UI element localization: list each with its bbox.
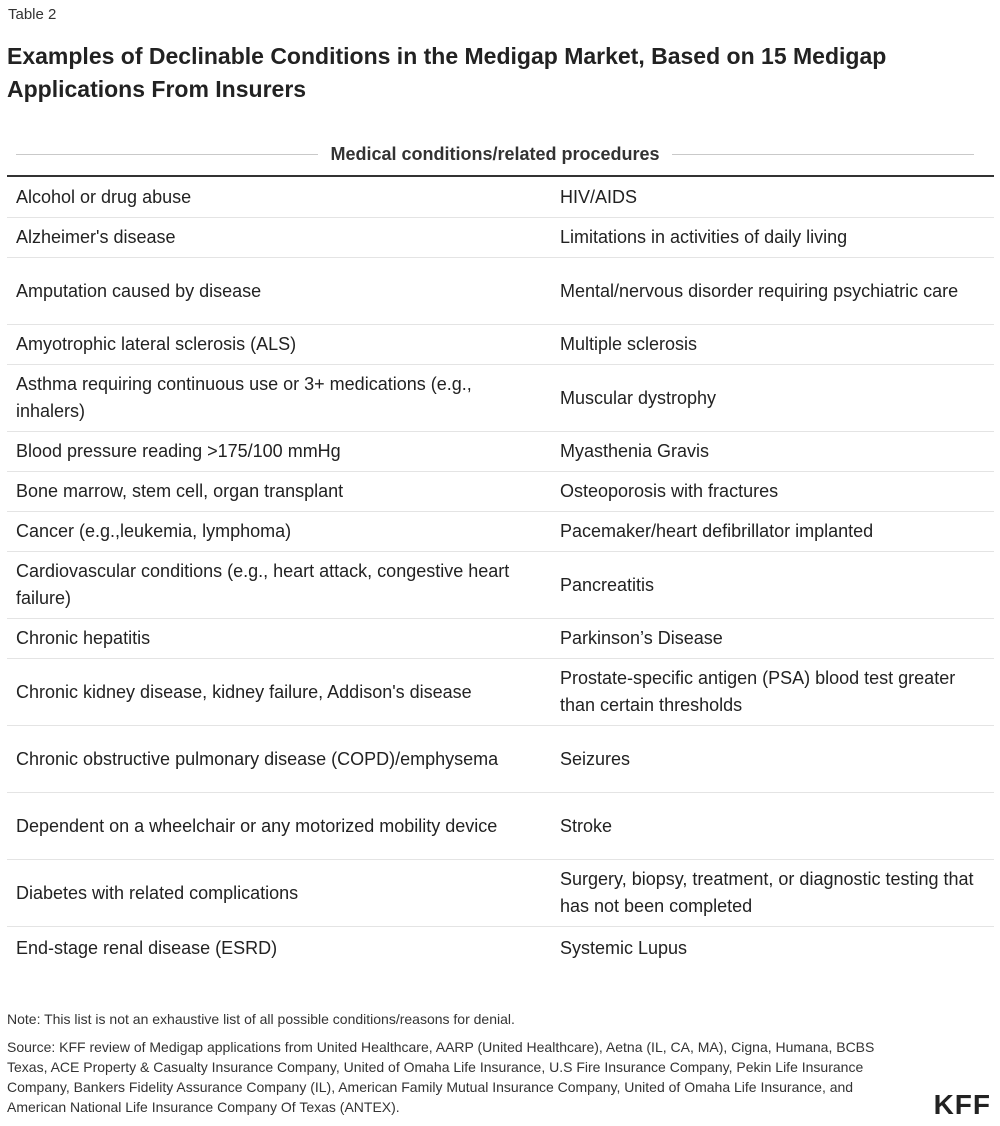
condition-cell-right: Systemic Lupus (560, 937, 688, 958)
table-label: Table 2 (8, 6, 57, 23)
section-header-rule-right (672, 154, 974, 155)
condition-cell-left: Cancer (e.g.,leukemia, lymphoma) (16, 521, 292, 541)
condition-cell-right: HIV/AIDS (560, 186, 638, 207)
condition-cell-left: End-stage renal disease (ESRD) (16, 937, 278, 958)
table-row (7, 927, 994, 969)
condition-cell-right: Seizures (560, 748, 631, 769)
conditions-table (7, 175, 994, 969)
source-note: Source: KFF review of Medigap applications from United Healthcare, AARP (United Healthcare), Aetna (IL, CA, MA), Cigna, Humana, BCBS Texas, ACE Property & Casualty Insurance Company, United of Omaha Life Insurance, U.S Fire Insurance Company, Pekin Life Insurance Company, Bankers Fidelity Assurance Company (IL), American Family Mutual Insurance Company, United of Omaha Life Insurance, and American National Life Insurance Company Of Texas (ANTEX). (7, 1039, 875, 1115)
table-row (7, 860, 994, 927)
condition-cell-right: Limitations in activities of daily living (560, 227, 848, 247)
table-row (7, 325, 994, 365)
condition-cell-right: Stroke (560, 815, 613, 836)
condition-cell-right: Muscular dystrophy (560, 387, 717, 408)
condition-cell-left: Diabetes with related complications (16, 882, 299, 903)
table-row (7, 177, 994, 218)
condition-cell-right: Multiple sclerosis (560, 334, 698, 354)
table-row (7, 793, 994, 860)
page-title: Examples of Declinable Conditions in the Medigap Market, Based on 15 Medigap Applications From Insurers (7, 43, 887, 102)
condition-cell-left: Asthma requiring continuous use or 3+ medications (e.g., inhalers) (16, 374, 472, 421)
condition-cell-left: Chronic kidney disease, kidney failure, Addison's disease (16, 681, 472, 702)
condition-cell-left: Amputation caused by disease (16, 280, 262, 301)
table-row (7, 472, 994, 512)
table-row (7, 365, 994, 432)
table-row (7, 432, 994, 472)
section-header-text: Medical conditions/related procedures (330, 143, 660, 164)
table-row (7, 512, 994, 552)
condition-cell-left: Chronic obstructive pulmonary disease (COPD)/emphysema (16, 748, 499, 769)
table-row (7, 258, 994, 325)
table-row (7, 552, 994, 619)
condition-cell-right: Osteoporosis with fractures (560, 481, 779, 501)
condition-cell-right: Surgery, biopsy, treatment, or diagnostic testing that has not been completed (560, 869, 974, 916)
condition-cell-right: Prostate-specific antigen (PSA) blood test greater than certain thresholds (560, 668, 956, 715)
section-header-rule-left (16, 154, 318, 155)
condition-cell-right: Mental/nervous disorder requiring psychiatric care (560, 280, 959, 301)
footnote: Note: This list is not an exhaustive list of all possible conditions/reasons for denial. (7, 1011, 515, 1027)
condition-cell-right: Pacemaker/heart defibrillator implanted (560, 521, 874, 541)
condition-cell-left: Blood pressure reading >175/100 mmHg (16, 441, 341, 461)
kff-logo: KFF (933, 1089, 991, 1120)
condition-cell-left: Amyotrophic lateral sclerosis (ALS) (16, 334, 297, 354)
table-row (7, 659, 994, 726)
condition-cell-left: Chronic hepatitis (16, 628, 151, 648)
condition-cell-right: Parkinson’s Disease (560, 628, 723, 648)
section-header (16, 136, 974, 172)
condition-cell-left: Cardiovascular conditions (e.g., heart attack, congestive heart failure) (16, 561, 510, 608)
table-row (7, 218, 994, 258)
condition-cell-right: Pancreatitis (560, 574, 655, 595)
condition-cell-right: Myasthenia Gravis (560, 441, 710, 461)
condition-cell-left: Alcohol or drug abuse (16, 186, 192, 207)
table-row (7, 619, 994, 659)
condition-cell-left: Dependent on a wheelchair or any motorized mobility device (16, 815, 498, 836)
table-row (7, 726, 994, 793)
condition-cell-left: Bone marrow, stem cell, organ transplant (16, 481, 344, 501)
condition-cell-left: Alzheimer's disease (16, 227, 176, 247)
